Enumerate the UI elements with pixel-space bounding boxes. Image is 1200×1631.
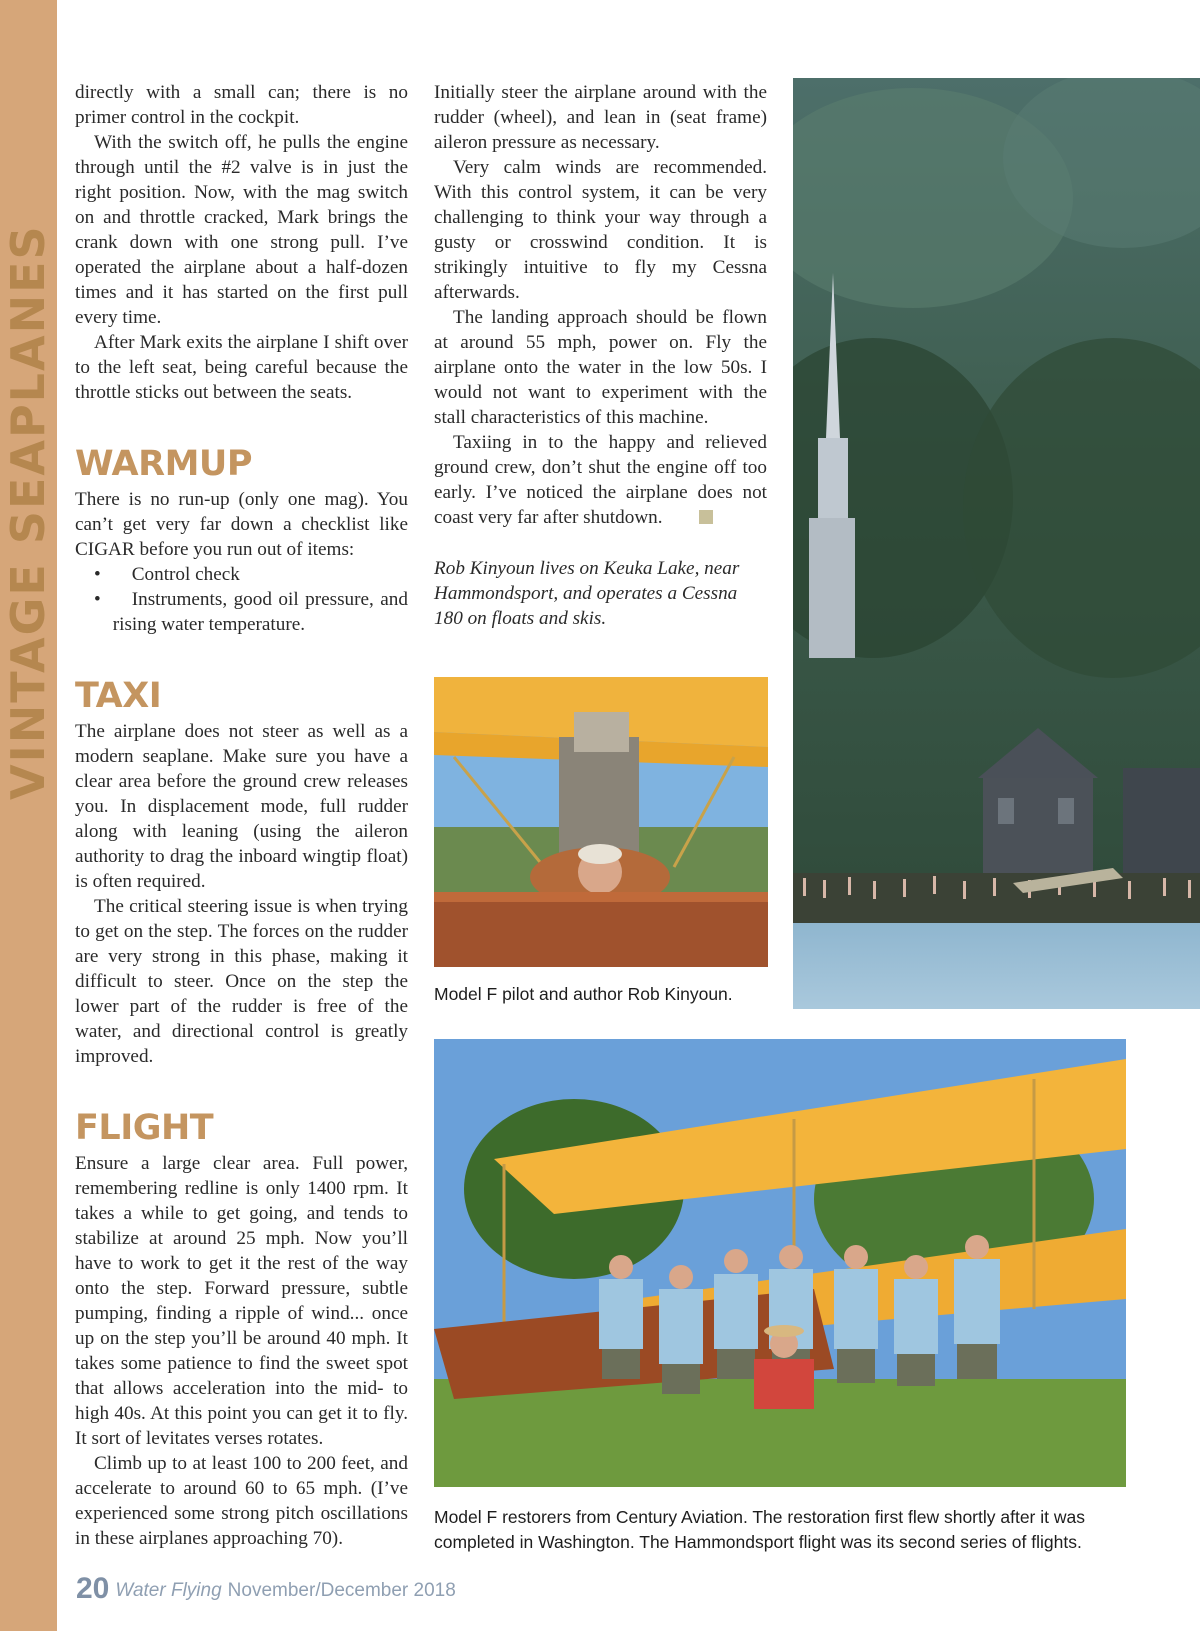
pilot-image (434, 677, 768, 967)
paragraph-text: Taxiing in to the happy and relieved ground crew, don’t shut the engine off too early. I’ve noticed the airplane does not coast very far after shutdown. (434, 432, 767, 528)
pilot-photo (434, 677, 768, 967)
bullet-item (75, 562, 408, 587)
article-column-1 (75, 80, 408, 1551)
paragraph: directly with a small can; there is no primer control in the cockpit. (75, 82, 408, 128)
author-bio: Rob Kinyoun lives on Keuka Lake, near Hammondsport, and operates a Cessna 180 on floats and skis. (434, 558, 740, 629)
section-sidebar (0, 0, 57, 1631)
bullet-icon: • (94, 564, 101, 585)
paragraph: With the switch off, he pulls the engine through until the #2 valve is in just the right position. Now, with the mag switch on and throttle cracked, Mark brings the crank down with one strong pull. I’ve operated the airplane about a half-dozen times and it has started on the first pull every time. (75, 132, 408, 328)
page-number: 20 (76, 1572, 110, 1605)
section-heading-flight: FLIGHT (75, 1108, 214, 1148)
magazine-title: Water Flying (115, 1580, 222, 1601)
hillside-church-image (793, 78, 1200, 1009)
section-heading-taxi: TAXI (75, 676, 162, 716)
paragraph: Climb up to at least 100 to 200 feet, and accelerate to around 60 to 65 mph. (I’ve experienced some strong pitch oscillations in these airplanes approaching 70). (75, 1453, 408, 1549)
pilot-caption: Model F pilot and author Rob Kinyoun. (434, 984, 733, 1004)
bullet-text: Control check (131, 564, 240, 585)
section-label: VINTAGE SEAPLANES (1, 224, 55, 800)
paragraph: Initially steer the airplane around with the rudder (wheel), and lean in (seat frame) aileron pressure as necessary. (434, 82, 767, 153)
section-heading-warmup: WARMUP (75, 444, 252, 484)
issue-date: November/December 2018 (227, 1580, 456, 1601)
end-mark-icon (699, 510, 713, 524)
hillside-church-photo (793, 78, 1200, 1009)
page-footer (76, 1572, 456, 1606)
paragraph: The landing approach should be flown at around 55 mph, power on. Fly the airplane onto the water in the low 50s. I would not want to experiment with the stall characteristics of this machine. (434, 307, 767, 428)
restorers-group-photo (434, 1039, 1126, 1487)
paragraph: There is no run-up (only one mag). You can’t get very far down a checklist like CIGAR before you run out of items: (75, 489, 408, 560)
paragraph: The critical steering issue is when trying to get on the step. The forces on the rudder are very strong in this phase, making it difficult to steer. Once on the step the lower part of the rudder is free of the water, and directional control is greatly improved. (75, 896, 408, 1067)
paragraph: After Mark exits the airplane I shift over to the left seat, being careful because the throttle sticks out between the seats. (75, 332, 408, 403)
paragraph (434, 430, 767, 530)
bullet-text: Instruments, good oil pressure, and rising water temperature. (112, 589, 408, 635)
group-caption: Model F restorers from Century Aviation. The restoration first flew shortly after it was completed in Washington. The Hammondsport flight was its second series of flights. (434, 1507, 1085, 1552)
bullet-item (75, 587, 408, 637)
article-column-2 (434, 80, 767, 631)
paragraph: The airplane does not steer as well as a modern seaplane. Make sure you have a clear area before the ground crew releases you. In displacement mode, full rudder along with leaning (using the aileron authority to drag the inboard wingtip float) is often required. (75, 721, 408, 892)
paragraph: Very calm winds are recommended. With this control system, it can be very challenging to think your way through a gusty or crosswind condition. It is strikingly intuitive to fly my Cessna afterwards. (434, 157, 767, 303)
bullet-icon: • (94, 589, 101, 610)
group-image (434, 1039, 1126, 1487)
paragraph: Ensure a large clear area. Full power, remembering redline is only 1400 rpm. It takes a while to get going, and tends to stabilize at around 25 mph. Now you’ll have to work to get it the rest of the way onto the step. Forward pressure, subtle pumping, finding a ripple of wind... once up on the step you’ll be around 40 mph. It takes some patience to find the sweet spot that allows acceleration into the mid- to high 40s. At this point you can get it to fly. It sort of levitates verses rotates. (75, 1153, 408, 1449)
